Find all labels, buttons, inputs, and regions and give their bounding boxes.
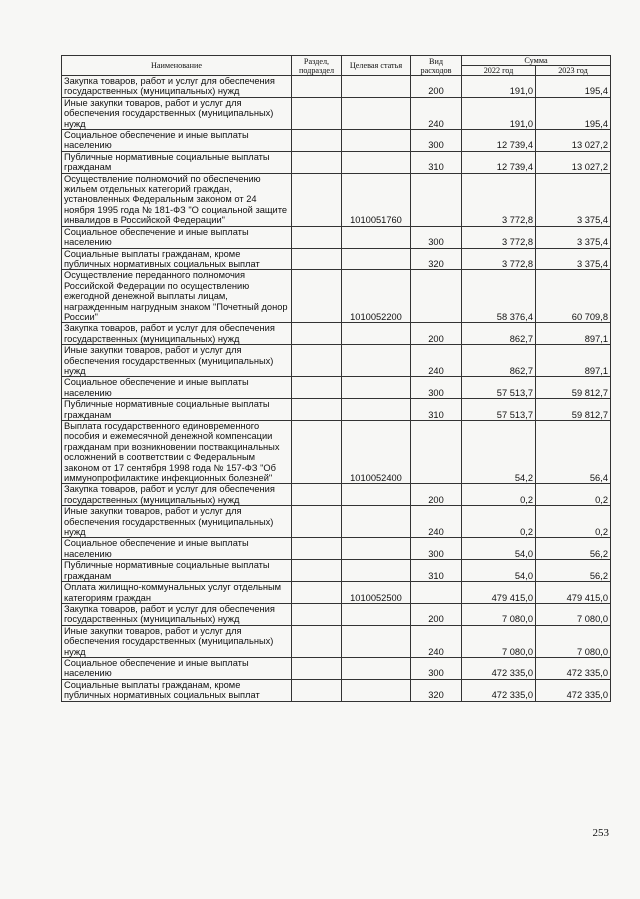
row-section-cell <box>292 421 342 484</box>
row-section-cell <box>292 377 342 399</box>
row-section-cell <box>292 226 342 248</box>
row-target-cell: 1010052200 <box>342 270 411 323</box>
table-row <box>62 270 611 323</box>
row-kind-cell: 200 <box>411 323 462 345</box>
page-number: 253 <box>592 827 609 839</box>
row-target-cell: 1010051760 <box>342 173 411 226</box>
row-section-cell <box>292 130 342 152</box>
row-name-cell: Осуществление переданного полномочия Российской Федерации по осуществлению ежегодной денежной выплаты лицам, награжденным нагрудным знаком "Почетный донор России" <box>62 270 292 323</box>
row-sum-2023-cell: 59 812,7 <box>536 377 611 399</box>
header-year-2022: 2022 год <box>462 66 536 76</box>
row-sum-2022-cell: 3 772,8 <box>462 248 536 270</box>
row-sum-2022-cell: 7 080,0 <box>462 625 536 657</box>
row-kind-cell: 320 <box>411 248 462 270</box>
table-row <box>62 679 611 701</box>
row-kind-cell: 240 <box>411 625 462 657</box>
row-name-cell: Социальное обеспечение и иные выплаты населению <box>62 657 292 679</box>
row-sum-2022-cell: 0,2 <box>462 506 536 538</box>
row-sum-2023-cell: 479 415,0 <box>536 582 611 604</box>
row-name-cell: Иные закупки товаров, работ и услуг для обеспечения государственных (муниципальных) нужд <box>62 97 292 129</box>
row-kind-cell <box>411 582 462 604</box>
row-sum-2022-cell: 3 772,8 <box>462 226 536 248</box>
row-sum-2022-cell: 191,0 <box>462 76 536 98</box>
row-sum-2023-cell: 7 080,0 <box>536 625 611 657</box>
row-sum-2022-cell: 57 513,7 <box>462 377 536 399</box>
row-sum-2022-cell: 7 080,0 <box>462 603 536 625</box>
row-target-cell <box>342 484 411 506</box>
row-kind-cell: 240 <box>411 506 462 538</box>
row-sum-2022-cell: 479 415,0 <box>462 582 536 604</box>
row-name-cell: Социальное обеспечение и иные выплаты населению <box>62 130 292 152</box>
row-sum-2022-cell: 12 739,4 <box>462 151 536 173</box>
row-target-cell <box>342 377 411 399</box>
table-row <box>62 377 611 399</box>
row-name-cell: Публичные нормативные социальные выплаты гражданам <box>62 560 292 582</box>
table-row <box>62 248 611 270</box>
row-section-cell <box>292 151 342 173</box>
row-sum-2023-cell: 897,1 <box>536 345 611 377</box>
row-kind-cell: 310 <box>411 560 462 582</box>
row-name-cell: Закупка товаров, работ и услуг для обеспечения государственных (муниципальных) нужд <box>62 323 292 345</box>
row-section-cell <box>292 603 342 625</box>
row-target-cell <box>342 399 411 421</box>
row-sum-2023-cell: 56,4 <box>536 421 611 484</box>
table-row <box>62 506 611 538</box>
row-target-cell <box>342 603 411 625</box>
row-sum-2023-cell: 56,2 <box>536 538 611 560</box>
header-section: Раздел, подраздел <box>292 56 342 76</box>
table-row <box>62 603 611 625</box>
row-section-cell <box>292 76 342 98</box>
row-name-cell: Иные закупки товаров, работ и услуг для обеспечения государственных (муниципальных) нужд <box>62 625 292 657</box>
row-sum-2022-cell: 191,0 <box>462 97 536 129</box>
budget-table <box>61 55 611 702</box>
row-section-cell <box>292 679 342 701</box>
row-target-cell <box>342 506 411 538</box>
table-row <box>62 625 611 657</box>
row-sum-2023-cell: 59 812,7 <box>536 399 611 421</box>
table-header <box>62 56 611 76</box>
row-target-cell <box>342 679 411 701</box>
row-kind-cell: 200 <box>411 484 462 506</box>
row-kind-cell: 200 <box>411 603 462 625</box>
header-kind: Вид расходов <box>411 56 462 76</box>
row-target-cell: 1010052400 <box>342 421 411 484</box>
row-target-cell <box>342 657 411 679</box>
table-row <box>62 173 611 226</box>
table-row <box>62 657 611 679</box>
row-kind-cell: 310 <box>411 399 462 421</box>
row-name-cell: Закупка товаров, работ и услуг для обеспечения государственных (муниципальных) нужд <box>62 484 292 506</box>
row-sum-2022-cell: 862,7 <box>462 323 536 345</box>
row-target-cell <box>342 248 411 270</box>
table-body <box>62 76 611 702</box>
row-sum-2022-cell: 57 513,7 <box>462 399 536 421</box>
row-kind-cell: 300 <box>411 377 462 399</box>
row-section-cell <box>292 582 342 604</box>
row-name-cell: Закупка товаров, работ и услуг для обеспечения государственных (муниципальных) нужд <box>62 603 292 625</box>
row-sum-2023-cell: 3 375,4 <box>536 226 611 248</box>
row-kind-cell <box>411 173 462 226</box>
header-sum: Сумма <box>462 56 611 66</box>
row-section-cell <box>292 323 342 345</box>
row-sum-2022-cell: 862,7 <box>462 345 536 377</box>
row-name-cell: Публичные нормативные социальные выплаты гражданам <box>62 151 292 173</box>
header-name: Наименование <box>62 56 292 76</box>
row-target-cell <box>342 226 411 248</box>
header-year-2023: 2023 год <box>536 66 611 76</box>
row-section-cell <box>292 506 342 538</box>
row-name-cell: Социальные выплаты гражданам, кроме публичных нормативных социальных выплат <box>62 248 292 270</box>
row-section-cell <box>292 399 342 421</box>
row-target-cell <box>342 151 411 173</box>
row-sum-2023-cell: 195,4 <box>536 76 611 98</box>
row-sum-2022-cell: 3 772,8 <box>462 173 536 226</box>
table-row <box>62 399 611 421</box>
row-name-cell: Осуществление полномочий по обеспечению жильем отдельных категорий граждан, установленных Федеральным законом от 24 ноября 1995 года № 181-ФЗ "О социальной защите инвалидов в Российской Федерации" <box>62 173 292 226</box>
row-kind-cell: 240 <box>411 345 462 377</box>
row-section-cell <box>292 173 342 226</box>
row-sum-2023-cell: 0,2 <box>536 484 611 506</box>
header-target: Целевая статья <box>342 56 411 76</box>
table-row <box>62 560 611 582</box>
table-row <box>62 582 611 604</box>
row-kind-cell: 300 <box>411 226 462 248</box>
row-section-cell <box>292 270 342 323</box>
row-sum-2023-cell: 7 080,0 <box>536 603 611 625</box>
row-sum-2023-cell: 60 709,8 <box>536 270 611 323</box>
row-sum-2023-cell: 0,2 <box>536 506 611 538</box>
row-kind-cell: 300 <box>411 657 462 679</box>
row-sum-2022-cell: 0,2 <box>462 484 536 506</box>
row-sum-2022-cell: 54,0 <box>462 538 536 560</box>
row-name-cell: Социальное обеспечение и иные выплаты населению <box>62 377 292 399</box>
row-target-cell <box>342 560 411 582</box>
row-kind-cell <box>411 421 462 484</box>
row-sum-2022-cell: 54,2 <box>462 421 536 484</box>
row-sum-2023-cell: 3 375,4 <box>536 173 611 226</box>
table-row <box>62 345 611 377</box>
row-target-cell <box>342 97 411 129</box>
table-row <box>62 323 611 345</box>
table-row <box>62 538 611 560</box>
row-sum-2023-cell: 472 335,0 <box>536 657 611 679</box>
row-name-cell: Социальное обеспечение и иные выплаты населению <box>62 538 292 560</box>
row-sum-2022-cell: 472 335,0 <box>462 657 536 679</box>
row-name-cell: Иные закупки товаров, работ и услуг для обеспечения государственных (муниципальных) нужд <box>62 506 292 538</box>
row-sum-2022-cell: 12 739,4 <box>462 130 536 152</box>
row-sum-2023-cell: 56,2 <box>536 560 611 582</box>
row-name-cell: Социальное обеспечение и иные выплаты населению <box>62 226 292 248</box>
row-name-cell: Социальные выплаты гражданам, кроме публичных нормативных социальных выплат <box>62 679 292 701</box>
table-row <box>62 226 611 248</box>
row-name-cell: Оплата жилищно-коммунальных услуг отдельным категориям граждан <box>62 582 292 604</box>
row-target-cell <box>342 625 411 657</box>
row-name-cell: Закупка товаров, работ и услуг для обеспечения государственных (муниципальных) нужд <box>62 76 292 98</box>
table-row <box>62 76 611 98</box>
row-kind-cell: 240 <box>411 97 462 129</box>
row-target-cell: 1010052500 <box>342 582 411 604</box>
row-sum-2022-cell: 54,0 <box>462 560 536 582</box>
row-section-cell <box>292 248 342 270</box>
row-sum-2022-cell: 58 376,4 <box>462 270 536 323</box>
row-section-cell <box>292 625 342 657</box>
table-row <box>62 484 611 506</box>
row-sum-2023-cell: 897,1 <box>536 323 611 345</box>
table-row <box>62 97 611 129</box>
row-target-cell <box>342 323 411 345</box>
row-sum-2023-cell: 472 335,0 <box>536 679 611 701</box>
row-section-cell <box>292 345 342 377</box>
row-kind-cell: 200 <box>411 76 462 98</box>
row-sum-2023-cell: 3 375,4 <box>536 248 611 270</box>
row-target-cell <box>342 538 411 560</box>
row-name-cell: Публичные нормативные социальные выплаты гражданам <box>62 399 292 421</box>
row-sum-2023-cell: 13 027,2 <box>536 130 611 152</box>
row-sum-2023-cell: 13 027,2 <box>536 151 611 173</box>
row-kind-cell: 300 <box>411 130 462 152</box>
table-row <box>62 421 611 484</box>
row-sum-2022-cell: 472 335,0 <box>462 679 536 701</box>
row-name-cell: Выплата государственного единовременного пособия и ежемесячной денежной компенсации гражданам при возникновении поствакцинальных осложнений в соответствии с Федеральным законом от 17 сентября 1998 года № 157-ФЗ "Об иммунопрофилактике инфекционных болезней" <box>62 421 292 484</box>
row-section-cell <box>292 484 342 506</box>
table-row <box>62 151 611 173</box>
row-sum-2023-cell: 195,4 <box>536 97 611 129</box>
row-target-cell <box>342 345 411 377</box>
row-section-cell <box>292 657 342 679</box>
row-kind-cell <box>411 270 462 323</box>
row-kind-cell: 320 <box>411 679 462 701</box>
row-kind-cell: 310 <box>411 151 462 173</box>
row-target-cell <box>342 76 411 98</box>
row-kind-cell: 300 <box>411 538 462 560</box>
row-section-cell <box>292 97 342 129</box>
row-section-cell <box>292 538 342 560</box>
row-section-cell <box>292 560 342 582</box>
table-row <box>62 130 611 152</box>
row-name-cell: Иные закупки товаров, работ и услуг для обеспечения государственных (муниципальных) нужд <box>62 345 292 377</box>
row-target-cell <box>342 130 411 152</box>
